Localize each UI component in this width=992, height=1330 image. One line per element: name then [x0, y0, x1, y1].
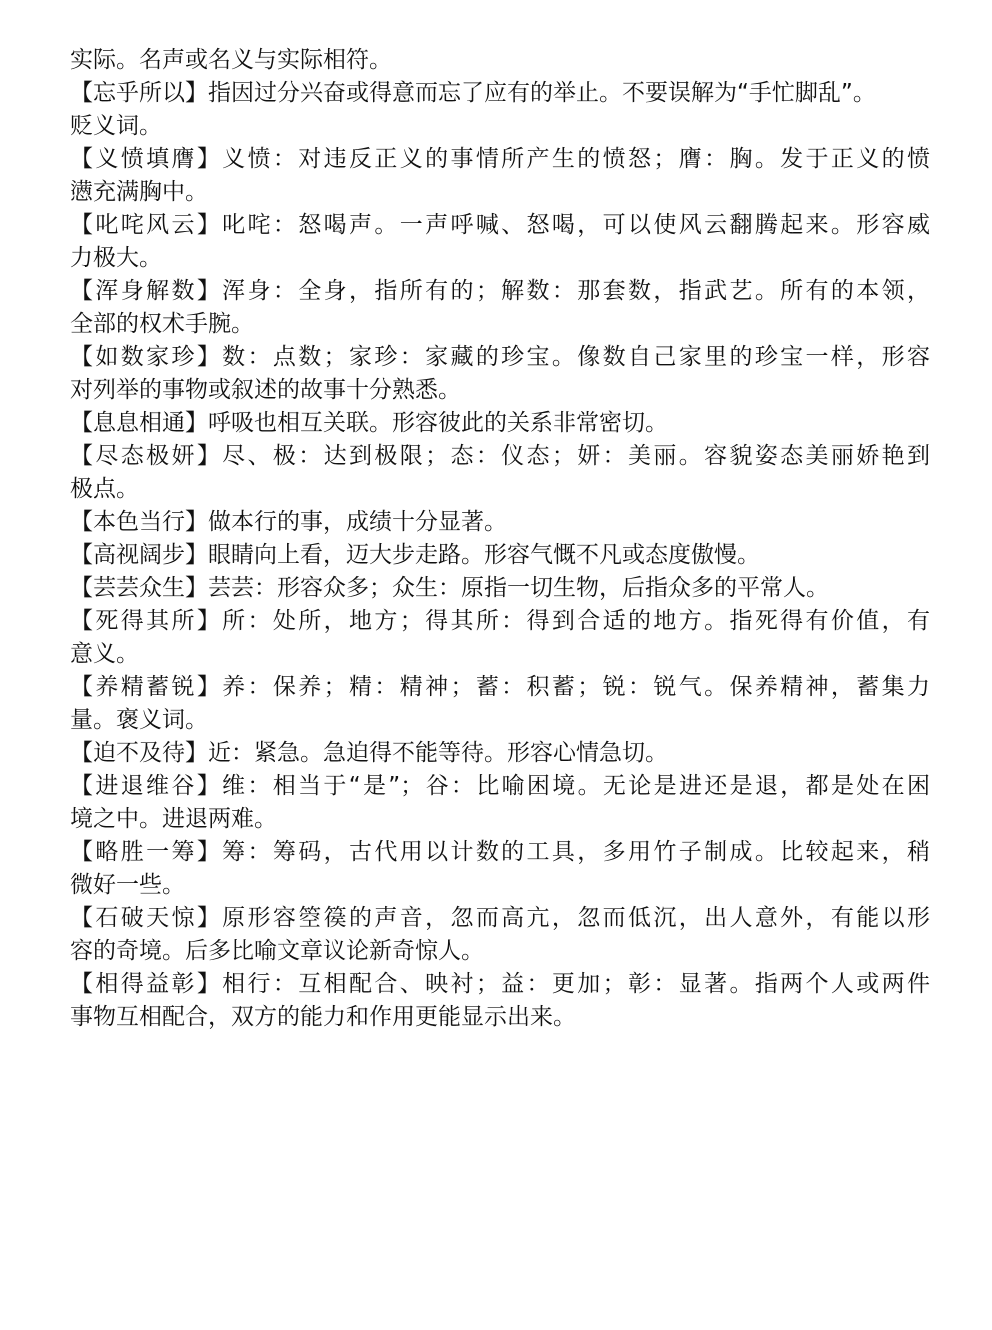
- text-line: 事物互相配合，双方的能力和作用更能显示出来。: [70, 1004, 576, 1030]
- text-line: 贬义词。: [70, 113, 162, 139]
- text-line: 容的奇境。后多比喻文章议论新奇惊人。: [70, 938, 484, 964]
- text-line: 意义。: [70, 641, 139, 667]
- text-line: 【本色当行】做本行的事，成绩十分显著。: [70, 509, 507, 535]
- text-line: 实际。名声或名义与实际相符。: [70, 47, 392, 73]
- text-line: 【浑身解数】浑身：全身，指所有的；解数：那套数，指武艺。所有的本领，: [70, 278, 930, 304]
- text-line: 【高视阔步】眼睛向上看，迈大步走路。形容气慨不凡或态度傲慢。: [70, 542, 760, 568]
- text-line: 【息息相通】呼吸也相互关联。形容彼此的关系非常密切。: [70, 410, 668, 436]
- text-line: 懑充满胸中。: [70, 179, 208, 205]
- text-line: 境之中。进退两难。: [70, 806, 277, 832]
- text-line: 对列举的事物或叙述的故事十分熟悉。: [70, 377, 461, 403]
- text-line: 【叱咤风云】叱咤：怒喝声。一声呼喊、怒喝，可以使风云翻腾起来。形容威: [70, 212, 930, 238]
- text-line: 【义愤填膺】义愤：对违反正义的事情所产生的愤怒；膺：胸。发于正义的愤: [70, 146, 930, 172]
- idiom-glossary-text: [70, 44, 930, 1034]
- text-line: 【相得益彰】相行：互相配合、映衬；益：更加；彰：显著。指两个人或两件: [70, 971, 930, 997]
- text-line: 【迫不及待】近：紧急。急迫得不能等待。形容心情急切。: [70, 740, 668, 766]
- text-line: 【尽态极妍】尽、极：达到极限；态：仪态；妍：美丽。容貌姿态美丽娇艳到: [70, 443, 930, 469]
- text-line: 【石破天惊】原形容箜篌的声音，忽而高亢，忽而低沉，出人意外，有能以形: [70, 905, 930, 931]
- text-line: 【如数家珍】数：点数；家珍：家藏的珍宝。像数自己家里的珍宝一样，形容: [70, 344, 930, 370]
- text-line: 力极大。: [70, 245, 162, 271]
- text-line: 全部的权术手腕。: [70, 311, 254, 337]
- text-line: 【略胜一筹】筹：筹码，古代用以计数的工具，多用竹子制成。比较起来，稍: [70, 839, 930, 865]
- text-line: 量。褒义词。: [70, 707, 208, 733]
- text-line: 【死得其所】所：处所，地方；得其所：得到合适的地方。指死得有价值，有: [70, 608, 930, 634]
- text-line: 【芸芸众生】芸芸：形容众多；众生：原指一切生物，后指众多的平常人。: [70, 575, 829, 601]
- text-line: 【养精蓄锐】养：保养；精：精神；蓄：积蓄；锐：锐气。保养精神，蓄集力: [70, 674, 930, 700]
- text-line: 【忘乎所以】指因过分兴奋或得意而忘了应有的举止。不要误解为“手忙脚乱”。: [70, 80, 876, 106]
- text-line: 微好一些。: [70, 872, 185, 898]
- text-line: 极点。: [70, 476, 139, 502]
- text-line: 【进退维谷】维：相当于“是”；谷：比喻困境。无论是进还是退，都是处在困: [70, 773, 930, 799]
